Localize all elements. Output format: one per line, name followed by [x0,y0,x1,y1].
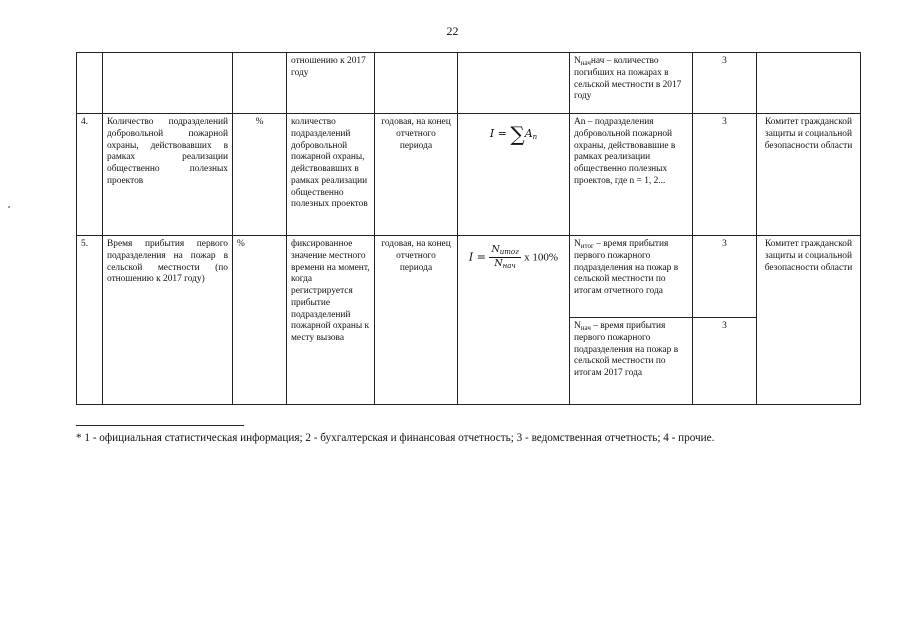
cell-periodicity: годовая, на конец отчетного периода [375,236,458,405]
cell-unit: % [233,236,287,405]
table-row [77,53,861,114]
cell-variable [570,318,693,405]
cell-num: 5. [77,236,103,405]
formula-numerator [489,244,520,258]
table-row [77,114,861,236]
cell-variable: An – подразделения добровольной пожарной охраны, действовавшие в рамках реализации общественно полезных проектов, где n = 1, 2... [570,114,693,236]
cell-responsible: Комитет гражданской защиты и социальной безопасности области [757,236,861,405]
cell-definition: фиксированное значение местного времени на момент, когда регистрируется прибытие подразделений пожарной охраны к месту вызова [287,236,375,405]
variable-text: – время прибытия первого пожарного подразделения на пожар в сельской местности по итогам 2017 года [574,321,679,378]
cell-variable [570,53,693,114]
cell-num [77,53,103,114]
formula-lhs: I = [468,250,486,264]
cell-definition: отношению к 2017 году [287,53,375,114]
formula-lhs: I = [489,127,507,140]
cell-periodicity [375,53,458,114]
variable-subscript: итог [580,242,594,250]
denominator-subscript: нач [502,261,516,270]
footnote: * 1 - официальная статистическая информация; 2 - бухгалтерская и финансовая отчетность; 3 - ведомственная отчетность; 4 - прочие. [76,432,715,444]
numerator-symbol: N [491,244,500,255]
cell-variable [570,236,693,318]
cell-formula [458,236,570,405]
cell-name [103,53,233,114]
cell-responsible: Комитет гражданской защиты и социальной безопасности области [757,114,861,236]
scan-mark [8,206,10,208]
formula-term-subscript: n [532,133,538,141]
variable-text: – время прибытия первого пожарного подразделения на пожар в сельской местности по итогам отчетного года [574,239,679,296]
variable-symbol: N [574,321,581,331]
variable-symbol: N [574,56,581,66]
formula-tail: x 100% [524,251,559,264]
sigma-symbol: ∑ [510,122,525,146]
cell-source: 3 [693,236,757,318]
formula-term: A [524,127,533,140]
formula-denominator [489,258,520,271]
variable-subscript: нач [580,59,591,67]
cell-formula [458,114,570,236]
variable-subscript: нач [580,324,591,332]
cell-name: Время прибытия первого подразделения на пожар в сельской местности (по отношению к 2017 году) [103,236,233,405]
cell-name: Количество подразделений добровольной пожарной охраны, действовавших в рамках реализации общественно полезных проектов [103,114,233,236]
variable-text: нач – количество погибших на пожарах в сельской местности в 2017 году [574,56,682,102]
denominator-symbol: N [494,257,503,269]
cell-responsible [757,53,861,114]
cell-source: 3 [693,318,757,405]
cell-unit: % [233,114,287,236]
indicators-table [76,52,861,405]
cell-num: 4. [77,114,103,236]
footnote-rule [76,425,244,426]
cell-periodicity: годовая, на конец отчетного периода [375,114,458,236]
cell-unit [233,53,287,114]
cell-definition: количество подразделений добровольной пожарной охраны, действовавших в рамках реализации общественно полезных проектов [287,114,375,236]
page-number: 22 [446,24,459,38]
formula-fraction [489,244,520,271]
cell-source: 3 [693,114,757,236]
variable-symbol: N [574,239,581,249]
table-row [77,236,861,318]
cell-formula [458,53,570,114]
cell-source: 3 [693,53,757,114]
numerator-subscript: итог [499,248,519,256]
